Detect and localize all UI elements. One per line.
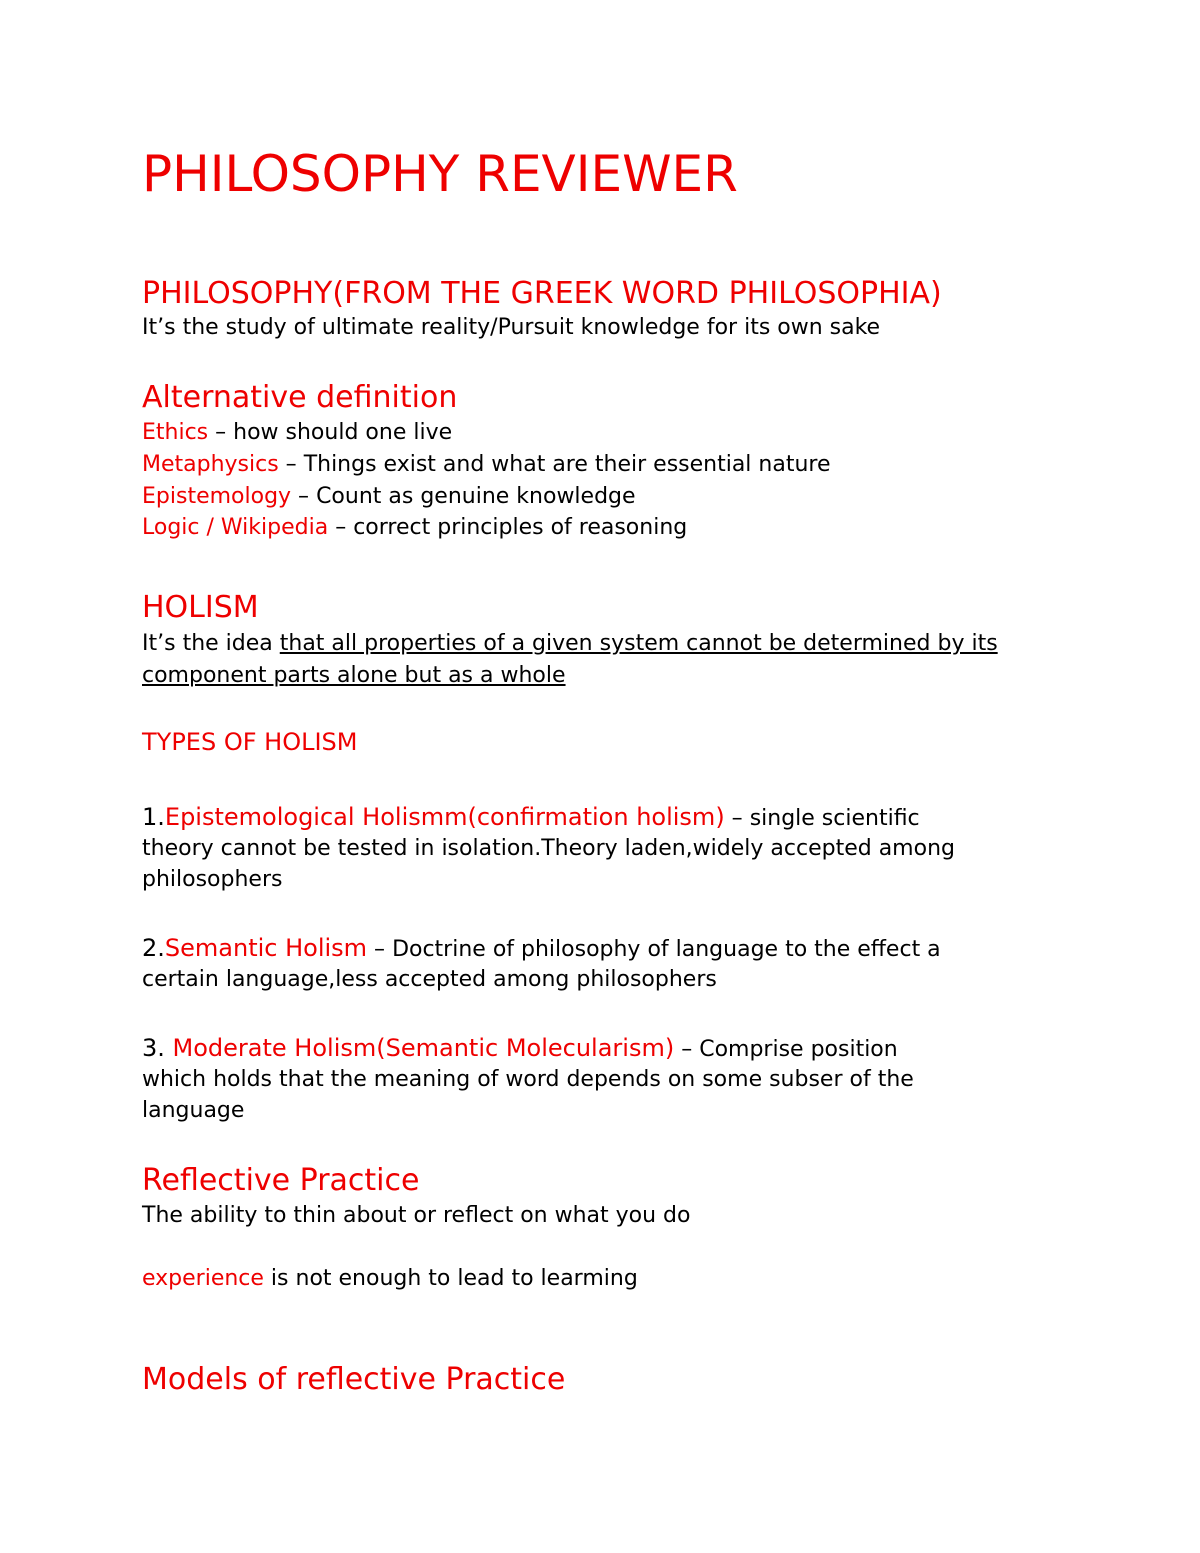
holism-underlined-1: that all properties of a given system cannot be determined by its xyxy=(279,631,998,656)
alt-desc: how should one live xyxy=(233,420,453,445)
type-sep: – xyxy=(367,937,393,962)
type-desc: single scientific xyxy=(749,806,920,831)
philosophy-definition: It’s the study of ultimate reality/Pursuit knowledge for its own sake xyxy=(142,315,881,340)
types-heading: TYPES OF HOLISM xyxy=(142,728,358,756)
alt-term: Logic / Wikipedia xyxy=(142,515,329,540)
alternative-heading: Alternative definition xyxy=(142,380,458,415)
alt-sep: – xyxy=(278,452,304,477)
alt-sep: – xyxy=(208,420,234,445)
type-1-line1 xyxy=(142,801,920,835)
alt-term: Ethics xyxy=(142,420,209,445)
type-3-line2: which holds that the meaning of word depends on some subser of the xyxy=(142,1067,914,1092)
holism-heading: HOLISM xyxy=(142,590,259,625)
alt-sep: – xyxy=(328,515,354,540)
alt-item-metaphysics xyxy=(142,449,831,481)
holism-definition-line2: component parts alone but as a whole xyxy=(142,663,566,688)
type-2-line2: certain language,less accepted among philosophers xyxy=(142,967,717,992)
type-1-line2: theory cannot be tested in isolation.Theory laden,widely accepted among xyxy=(142,836,955,861)
reflective-heading: Reflective Practice xyxy=(142,1163,420,1198)
type-num: 2. xyxy=(142,934,165,962)
alt-item-ethics xyxy=(142,417,452,449)
experience-term: experience xyxy=(142,1266,264,1291)
type-term: Semantic Holism xyxy=(164,934,368,962)
type-3-line3: language xyxy=(142,1098,245,1123)
alt-desc: correct principles of reasoning xyxy=(353,515,688,540)
alt-sep: – xyxy=(291,484,317,509)
alt-term: Metaphysics xyxy=(142,452,279,477)
experience-rest: is not enough to lead to learming xyxy=(263,1266,638,1291)
type-term: Moderate Holism(Semantic Molecularism) xyxy=(172,1034,675,1062)
reflective-definition: The ability to thin about or reflect on what you do xyxy=(142,1203,691,1228)
holism-definition-line1 xyxy=(142,628,998,660)
philosophy-heading: PHILOSOPHY(FROM THE GREEK WORD PHILOSOPHIA) xyxy=(142,276,942,311)
page-title: PHILOSOPHY REVIEWER xyxy=(142,145,738,203)
alt-desc: Things exist and what are their essential nature xyxy=(303,452,831,477)
holism-prefix: It’s the idea xyxy=(142,631,280,656)
alt-desc: Count as genuine knowledge xyxy=(316,484,636,509)
type-sep: – xyxy=(674,1037,700,1062)
type-term: Epistemological Holismm(confirmation holism) xyxy=(164,803,725,831)
alt-item-logic xyxy=(142,512,687,544)
type-desc: Comprise position xyxy=(699,1037,898,1062)
alt-item-epistemology xyxy=(142,481,636,513)
alt-term: Epistemology xyxy=(142,484,292,509)
type-num: 1. xyxy=(142,803,165,831)
reflective-experience xyxy=(142,1263,638,1295)
type-1-line3: philosophers xyxy=(142,867,283,892)
type-3-line1 xyxy=(142,1032,898,1066)
type-desc: Doctrine of philosophy of language to the effect a xyxy=(392,937,941,962)
type-sep: – xyxy=(724,806,750,831)
type-2-line1 xyxy=(142,932,941,966)
models-heading: Models of reflective Practice xyxy=(142,1362,566,1397)
type-num: 3. xyxy=(142,1034,173,1062)
